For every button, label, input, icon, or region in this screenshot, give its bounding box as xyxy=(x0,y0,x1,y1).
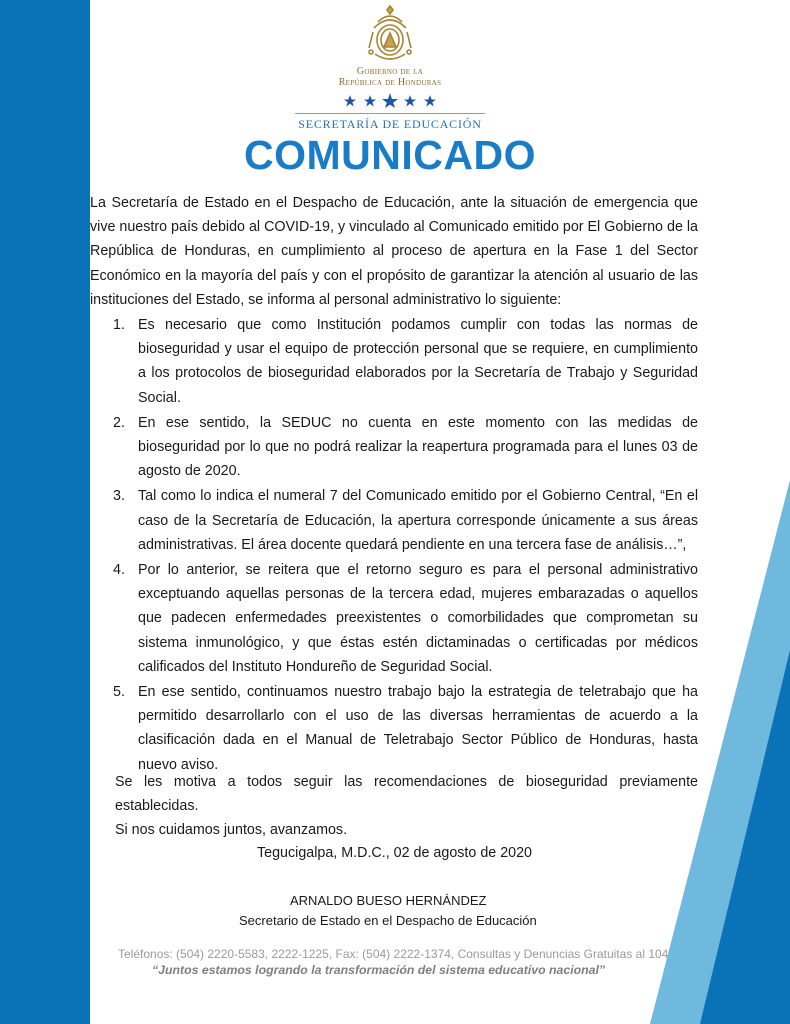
list-item xyxy=(90,680,698,777)
secretaria-label: SECRETARÍA DE EDUCACIÓN xyxy=(298,117,482,131)
footer-motto: “Juntos estamos logrando la transformación del sistema educativo nacional” xyxy=(152,963,606,977)
document-body xyxy=(90,191,698,777)
list-item xyxy=(90,484,698,557)
place-date: Tegucigalpa, M.D.C., 02 de agosto de 2020 xyxy=(257,845,532,861)
gov-line-1: Gobierno de la xyxy=(356,66,424,77)
stars-icon xyxy=(340,92,440,108)
document-title: COMUNICADO xyxy=(244,132,536,178)
header-rule xyxy=(295,113,485,114)
intro-paragraph: La Secretaría de Estado en el Despacho de Educación, ante la situación de emergencia que vive nuestro país debido al COVID-19, y vinculado al Comunicado emitido por El Gobierno de la República de Honduras, en cumplimiento al proceso de apertura en la Fase 1 del Sector Económico en la mayoría del país y con el propósito de garantizar la atención al usuario de las instituciones del Estado, se informa al personal administrativo lo siguiente: xyxy=(90,195,698,308)
footer-contact: Teléfonos: (504) 2220-5583, 2222-1225, Fax: (504) 2222-1374, Consultas y Denuncias Gratuitas al 104 xyxy=(118,947,669,961)
numbered-list xyxy=(90,313,698,777)
list-item-text: Tal como lo indica el numeral 7 del Comunicado emitido por el Gobierno Central, “En el caso de la Secretaría de Educación, la apertura corresponde únicamente a sus áreas administrativas. El área docente quedará pendiente en una tercera fase de análisis…”, xyxy=(138,488,698,553)
list-item xyxy=(90,558,698,679)
closing-paragraph: Se les motiva a todos seguir las recomendaciones de bioseguridad previamente establecidas. xyxy=(115,774,698,815)
signer-name: ARNALDO BUESO HERNÁNDEZ xyxy=(290,893,487,908)
list-item-text: Es necesario que como Institución podamos cumplir con todas las normas de bioseguridad y usar el equipo de protección personal que se requiere, en cumplimiento a los protocolos de bioseguridad elaborados por la Secretaría de Trabajo y Seguridad Social. xyxy=(138,317,698,406)
list-item xyxy=(90,313,698,410)
list-item-number: 1. xyxy=(113,317,125,334)
closing-slogan: Si nos cuidamos juntos, avanzamos. xyxy=(115,822,348,839)
list-item-number: 5. xyxy=(113,684,125,701)
gov-line-2: República de Honduras xyxy=(338,77,442,88)
list-item xyxy=(90,411,698,484)
header-logo xyxy=(290,2,490,132)
coat-of-arms-icon xyxy=(365,2,415,66)
list-item-text: En ese sentido, la SEDUC no cuenta en este momento con las medidas de bioseguridad por lo que no podrá realizar la reapertura programada para el lunes 03 de agosto de 2020. xyxy=(138,414,698,480)
list-item-text: Por lo anterior, se reitera que el retorno seguro es para el personal administrativo exceptuando aquellas personas de la tercera edad, mujeres embarazadas o aquellos que padecen enfermedades preexistentes o comorbilidades que comprometan su sistema inmunológico, y que éstas estén dictaminadas o certificadas por médicos calificados del Instituto Hondureño de Seguridad Social. xyxy=(138,562,698,675)
list-item-text: En ese sentido, continuamos nuestro trabajo bajo la estrategia de teletrabajo que ha permitido desarrollarlo con el uso de las diversas herramientas de acuerdo a la clasificación dada en el Manual de Teletrabajo Sector Público de Honduras, hasta nuevo aviso. xyxy=(138,684,698,773)
signer-title: Secretario de Estado en el Despacho de Educación xyxy=(239,913,537,928)
list-item-number: 2. xyxy=(113,414,125,431)
list-item-number: 3. xyxy=(113,488,125,505)
list-item-number: 4. xyxy=(113,562,125,579)
closing-block xyxy=(115,770,698,843)
